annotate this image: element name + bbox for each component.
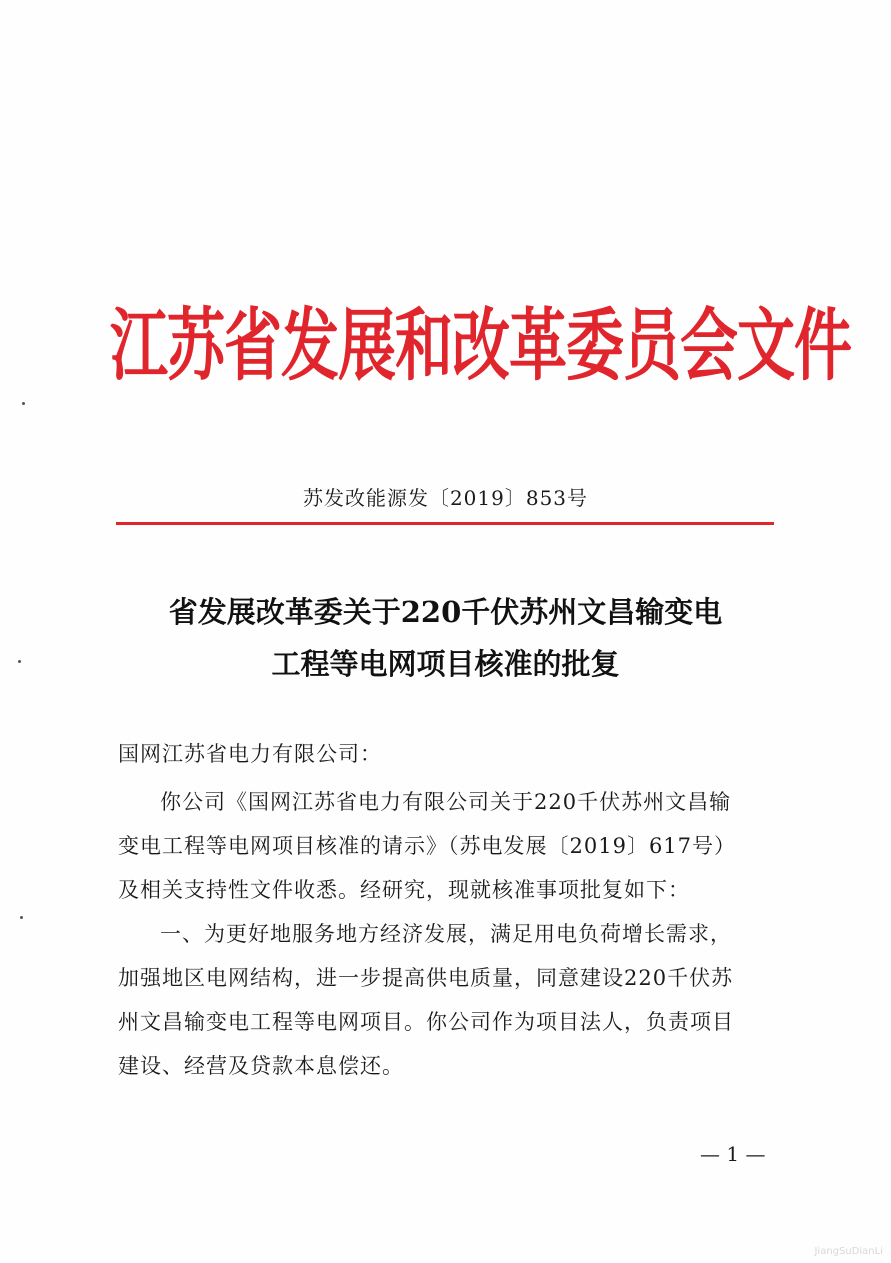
- body-paragraph-2-line-2: 加强地区电网结构，进一步提高供电质量，同意建设220千伏苏: [118, 966, 734, 990]
- body-paragraph-2-line-3: 州文昌输变电工程等电网项目。你公司作为项目法人，负责项目: [118, 1010, 734, 1034]
- body-paragraph-2-line-4: 建设、经营及贷款本息偿还。: [118, 1054, 404, 1078]
- document-title-line-2: 工程等电网项目核准的批复: [271, 647, 620, 681]
- masthead-title: 江苏省发展和改革委员会文件: [110, 299, 852, 392]
- document-title-line-1: 省发展改革委关于220千伏苏州文昌输变电: [168, 595, 723, 629]
- scan-speck: [18, 660, 21, 663]
- body-paragraph-1-line-2: 变电工程等电网项目核准的请示》（苏电发展〔2019〕617号）: [118, 834, 737, 858]
- scan-speck: [20, 916, 23, 919]
- body-paragraph-2-line-1: 一、为更好地服务地方经济发展，满足用电负荷增长需求，: [160, 922, 732, 946]
- page-number: — 1 —: [700, 1142, 766, 1166]
- body-paragraph-1-line-3: 及相关支持性文件收悉。经研究，现就核准事项批复如下：: [118, 878, 690, 902]
- document-number: 苏发改能源发〔2019〕853号: [302, 486, 589, 510]
- watermark: JiangSuDianLi: [814, 1246, 883, 1257]
- body-paragraph-1-line-1: 你公司《国网江苏省电力有限公司关于220千伏苏州文昌输: [160, 790, 732, 814]
- scan-speck: [22, 402, 25, 405]
- addressee: 国网江苏省电力有限公司：: [118, 742, 382, 766]
- red-divider-line: [116, 522, 774, 525]
